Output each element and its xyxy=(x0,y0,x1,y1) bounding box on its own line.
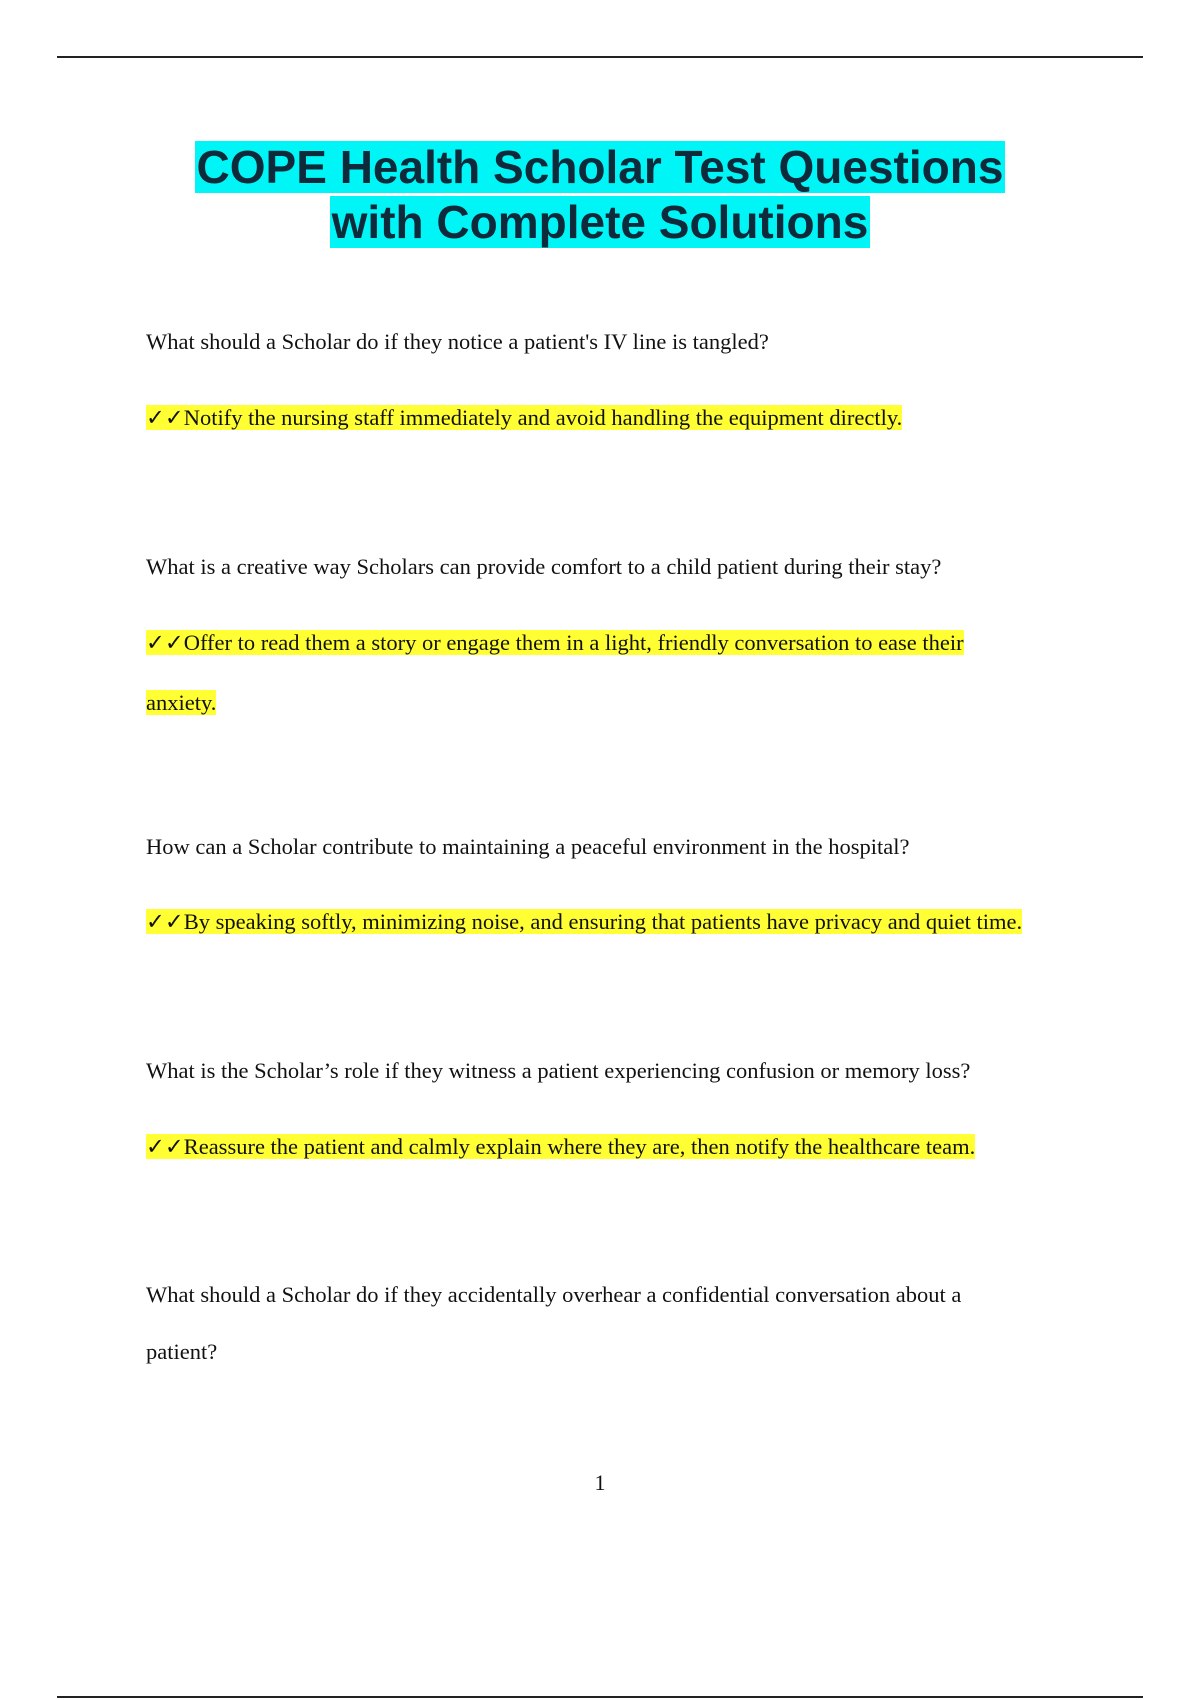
answer-2-line-2: anxiety. xyxy=(146,690,217,715)
document-title xyxy=(0,140,1200,250)
footer-rule xyxy=(57,1696,1143,1698)
title-line-1: COPE Health Scholar Test Questions xyxy=(196,141,1004,193)
answer-2-line-1: ✓✓Offer to read them a story or engage them in a light, friendly conversation to ease their xyxy=(146,630,964,655)
question-1: What should a Scholar do if they notice a patient's IV line is tangled? xyxy=(146,329,769,354)
answer-3-text: ✓✓By speaking softly, minimizing noise, and ensuring that patients have privacy and quiet time. xyxy=(146,909,1023,934)
answer-4 xyxy=(146,1117,1096,1177)
answer-4-text: ✓✓Reassure the patient and calmly explain where they are, then notify the healthcare team. xyxy=(146,1134,976,1159)
question-4: What is the Scholar’s role if they witness a patient experiencing confusion or memory loss? xyxy=(146,1058,971,1083)
answer-1 xyxy=(146,388,1096,448)
question-2: What is a creative way Scholars can provide comfort to a child patient during their stay? xyxy=(146,554,942,579)
question-3: How can a Scholar contribute to maintaining a peaceful environment in the hospital? xyxy=(146,834,910,859)
header-rule xyxy=(57,56,1143,58)
answer-1-text: ✓✓Notify the nursing staff immediately and avoid handling the equipment directly. xyxy=(146,405,903,430)
page-number: 1 xyxy=(594,1470,606,1495)
question-5-line-2: patient? xyxy=(146,1339,218,1364)
answer-2 xyxy=(146,613,1096,673)
question-5-line-1: What should a Scholar do if they accidentally overhear a confidential conversation about a xyxy=(146,1282,962,1307)
title-line-2: with Complete Solutions xyxy=(331,196,869,248)
answer-3 xyxy=(146,892,1096,952)
answer-2-continued xyxy=(146,673,1096,733)
